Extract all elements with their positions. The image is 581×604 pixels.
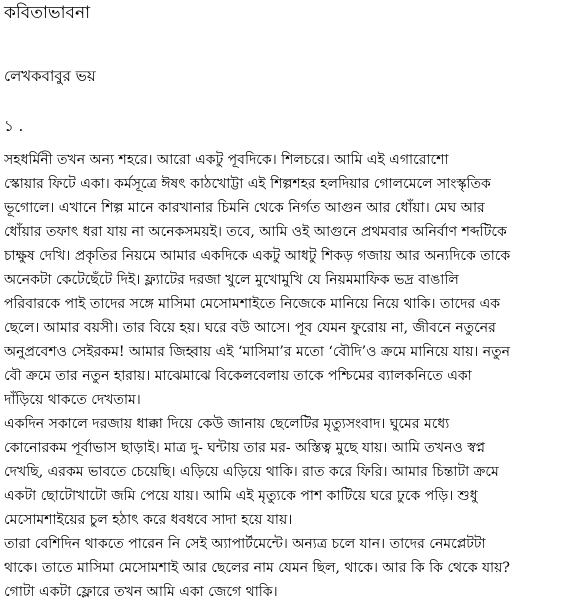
text-line: চাক্ষুষ দেখি। প্রকৃতির নিয়মে আমার একদিকে একটু আধটু শিকড় গজায় আর অন্যদিকে তাকে (4, 248, 511, 264)
text-line: ভূগোলে। এখানে শিল্প মানে কারখানার চিমনি থেকে নির্গত আগুন আর ধোঁয়া। মেঘ আর (4, 200, 485, 216)
document-subtitle: লেখকবাবুর ভয় (4, 67, 96, 85)
text-line: থাকে। তাতে মাসিমা মেসোমশাই আর ছেলের নাম যেমন ছিল, থাকে। আর কি কি থেকে যায়? (4, 560, 510, 576)
text-line: একদিন সকালে দরজায় ধাক্কা দিয়ে কেউ জানায় ছেলেটির মৃত্যুসংবাদ। ঘুমের মধ্যে (4, 416, 450, 432)
text-line: তারা বেশিদিন থাকতে পারেন নি সেই অ্যাপার্টমেন্টে। অন্যত্র চলে যান। তাদের নেমপ্লেটটা (4, 536, 486, 552)
text-line: একটা ছোটোখাটো জমি পেয়ে যায়। আমি এই মৃত্যুকে পাশ কাটিয়ে ঘরে ঢুকে পড়ি। শুধু (4, 488, 478, 504)
text-line: গোটা একটা ফ্লোরে তখন আমি একা জেগে থাকি। (4, 584, 278, 600)
section-number: ১ . (4, 117, 24, 135)
document-title: কবিতাভাবনা (4, 3, 91, 23)
text-line: অনুপ্রবেশও সেইরকম! আমার জিহ্বায় এই ‘মাসিমা’র মতো ‘বৌদি’ও ক্রমে মানিয়ে যায়। নতুন (4, 344, 510, 360)
text-line: সহধর্মিনী তখন অন্য শহরে। আরো একটু পূবদিকে। শিলচরে। আমি এই এগারোশো (4, 152, 449, 168)
body-text (4, 148, 580, 604)
text-line: কোনোরকম পূর্বাভাস ছাড়াই। মাত্র দু- ঘন্টায় তার মর- অস্তিত্ব মুছে যায়। আমি তখনও স্বপ্ন (4, 440, 485, 456)
text-line: বৌ ক্রমে তার নতুন হারায়। মাঝেমাঝে বিকেলবেলায় তাকে পশ্চিমের ব্যালকনিতে একা (4, 368, 472, 384)
text-line: দাঁড়িয়ে থাকতে দেখতাম। (4, 392, 141, 408)
text-line: মেসোমশাইয়ের চুল হঠাৎ করে ধবধবে সাদা হয়ে যায়। (4, 512, 293, 528)
text-line: স্কোয়ার ফিটে একা। কর্মসূত্রে ঈষৎ কাঠখোট্টা এই শিল্পশহর হলদিয়ার গোলমেলে সাংস্কৃতিক (4, 176, 491, 192)
text-line: দেখছি, এরকম ভাবতে চেয়েছি। এড়িয়ে এড়িয়ে থাকি। রাত করে ফিরি। আমার চিন্তাটা ক্রমে (4, 464, 499, 480)
text-line: পরিবারকে পাই তাদের সঙ্গে মাসিমা মেসোমশাইতে নিজেকে মানিয়ে নিয়ে থাকি। তাদের এক (4, 296, 501, 312)
text-line: ছেলে। আমার বয়সী। তার বিয়ে হয়। ঘরে বউ আসে। পূব যেমন ফুরোয় না, জীবনে নতুনের (4, 320, 496, 336)
text-line: ধোঁয়ার তফাৎ ধরা যায় না অনেকসময়ই। তবে, আমি ওই আগুনে প্রথমবার অনির্বাণ শব্দটিকে (4, 224, 507, 240)
text-line: অনেকটা কেটেছেঁটে দিই। ফ্ল্যাটের দরজা খুলে মুখোমুখি যে নিয়মমাফিক ভদ্র বাঙালি (4, 272, 459, 288)
